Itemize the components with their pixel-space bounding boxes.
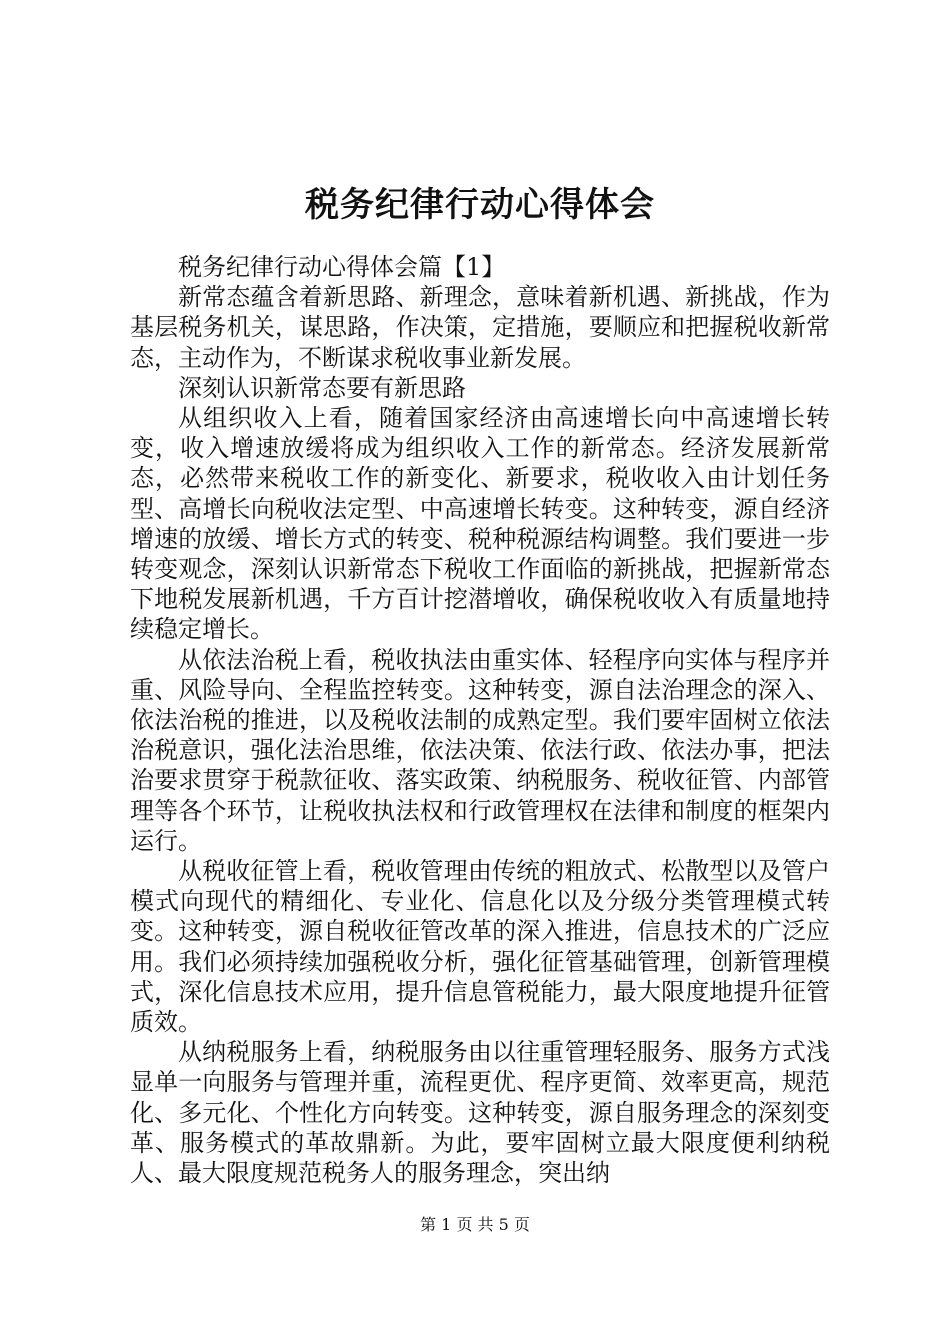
paragraph: 从税收征管上看，税收管理由传统的粗放式、松散型以及管户模式向现代的精细化、专业化、信息化以及分级分类管理模式转变。这种转变，源自税收征管改革的深入推进，信息技术的广泛应用。我们必须持续加强税收分析，强化征管基础管理，创新管理模式，深化信息技术应用，提升信息管税能力，最大限度地提升征管质效。 (130, 857, 830, 1037)
paragraph: 从纳税服务上看，纳税服务由以往重管理轻服务、服务方式浅显单一向服务与管理并重，流程更优、程序更简、效率更高，规范化、多元化、个性化方向转变。这种转变，源自服务理念的深刻变革、服务模式的革故鼎新。为此，要牢固树立最大限度便利纳税人、最大限度规范税务人的服务理念，突出纳 (130, 1038, 830, 1188)
page-number-footer: 第 1 页 共 5 页 (420, 1215, 530, 1234)
paragraph: 从依法治税上看，税收执法由重实体、轻程序向实体与程序并重、风险导向、全程监控转变。这种转变，源自法治理念的深入、依法治税的推进，以及税收法制的成熟定型。我们要牢固树立依法治税意识，强化法治思维，依法决策、依法行政、依法办事，把法治要求贯穿于税款征收、落实政策、纳税服务、税收征管、内部管理等各个环节，让税收执法权和行政管理权在法律和制度的框架内运行。 (130, 645, 830, 855)
document-title: 税务纪律行动心得体会 (305, 185, 655, 225)
document-body (130, 178, 830, 1188)
paragraph-heading: 税务纪律行动心得体会篇【1】 (178, 253, 506, 281)
section-heading: 深刻认识新常态要有新思路 (178, 373, 466, 402)
paragraph: 新常态蕴含着新思路、新理念，意味着新机遇、新挑战，作为基层税务机关，谋思路，作决策，定措施，要顺应和把握税收新常态，主动作为，不断谋求税收事业新发展。 (130, 283, 830, 372)
paragraph: 从组织收入上看，随着国家经济由高速增长向中高速增长转变，收入增速放缓将成为组织收入工作的新常态。经济发展新常态，必然带来税收工作的新变化、新要求，税收收入由计划任务型、高增长向税收法定型、中高速增长转变。这种转变，源自经济增速的放缓、增长方式的转变、税种税源结构调整。我们要进一步转变观念，深刻认识新常态下税收工作面临的新挑战，把握新常态下地税发展新机遇，千方百计挖潜增收，确保税收收入有质量地持续稳定增长。 (130, 404, 830, 644)
